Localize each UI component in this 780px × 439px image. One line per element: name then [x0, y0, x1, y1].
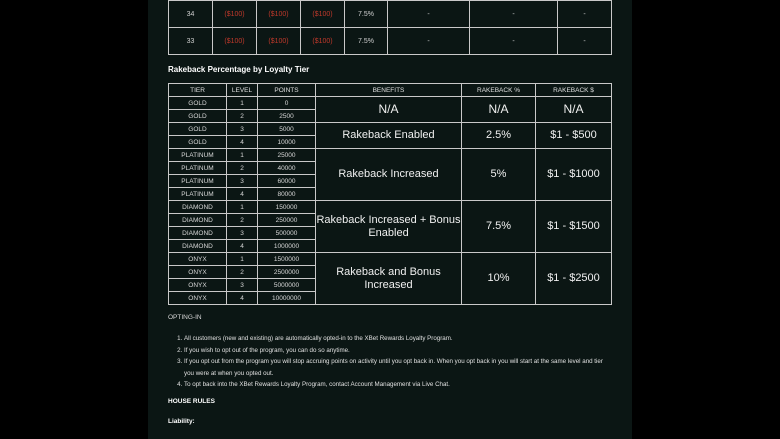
table-row: [169, 28, 612, 55]
level-cell: 3: [227, 227, 258, 240]
column-header-points: POINTS: [258, 84, 316, 97]
tier-cell: DIAMOND: [169, 214, 227, 227]
amount-cell: ($100): [257, 1, 301, 28]
points-cell: 0: [258, 97, 316, 110]
level-cell: 3: [227, 175, 258, 188]
level-cell: 4: [227, 240, 258, 253]
rakeback-amount-cell: $1 - $2500: [536, 253, 612, 305]
rakeback-pct-cell: 2.5%: [462, 123, 536, 149]
points-cell: 1000000: [258, 240, 316, 253]
tier-cell: ONYX: [169, 253, 227, 266]
amount-cell: ($100): [301, 28, 345, 55]
rakeback-table: [168, 83, 612, 305]
points-cell: 40000: [258, 162, 316, 175]
tier-cell: DIAMOND: [169, 227, 227, 240]
amount-cell: ($100): [213, 28, 257, 55]
rakeback-pct-cell: 10%: [462, 253, 536, 305]
tier-cell: PLATINUM: [169, 188, 227, 201]
dash-cell: -: [470, 28, 558, 55]
dash-cell: -: [558, 1, 612, 28]
rakeback-amount-cell: $1 - $1000: [536, 149, 612, 201]
tier-cell: GOLD: [169, 110, 227, 123]
list-item: 3. If you opt out from the program you will stop accruing points on activity until you opt back in. When you opt back in you will start at the same level and tier you were at when you opted out.: [184, 356, 614, 379]
level-cell: 2: [227, 110, 258, 123]
benefit-cell: Rakeback Increased + Bonus Enabled: [316, 201, 462, 253]
benefit-cell: N/A: [316, 97, 462, 123]
rakeback-pct-cell: N/A: [462, 97, 536, 123]
points-cell: 60000: [258, 175, 316, 188]
rakeback-amount-cell: $1 - $500: [536, 123, 612, 149]
benefit-cell: Rakeback and Bonus Increased: [316, 253, 462, 305]
amount-cell: ($100): [257, 28, 301, 55]
table-header-row: [169, 84, 612, 97]
level-cell: 33: [169, 28, 213, 55]
points-cell: 500000: [258, 227, 316, 240]
list-item: 2. If you wish to opt out of the program, you can do so anytime.: [184, 345, 614, 357]
payout-table-fragment: [168, 0, 612, 55]
tier-cell: GOLD: [169, 97, 227, 110]
column-header-tier: TIER: [169, 84, 227, 97]
dash-cell: -: [558, 28, 612, 55]
table-row: [169, 253, 612, 266]
tier-cell: ONYX: [169, 292, 227, 305]
opting-in-list: [168, 333, 614, 391]
tier-cell: PLATINUM: [169, 175, 227, 188]
amount-cell: ($100): [301, 1, 345, 28]
level-cell: 1: [227, 149, 258, 162]
house-rules-heading: HOUSE RULES: [168, 398, 215, 405]
rakeback-pct-cell: 5%: [462, 149, 536, 201]
content: [168, 0, 612, 425]
tier-cell: DIAMOND: [169, 201, 227, 214]
level-cell: 1: [227, 253, 258, 266]
level-cell: 2: [227, 162, 258, 175]
level-cell: 4: [227, 136, 258, 149]
level-cell: 34: [169, 1, 213, 28]
dash-cell: -: [388, 1, 470, 28]
tier-cell: DIAMOND: [169, 240, 227, 253]
level-cell: 1: [227, 97, 258, 110]
level-cell: 2: [227, 266, 258, 279]
column-header-benefits: BENEFITS: [316, 84, 462, 97]
tier-cell: GOLD: [169, 123, 227, 136]
rakeback-pct-cell: 7.5%: [462, 201, 536, 253]
points-cell: 10000000: [258, 292, 316, 305]
tier-cell: ONYX: [169, 279, 227, 292]
points-cell: 5000: [258, 123, 316, 136]
amount-cell: ($100): [213, 1, 257, 28]
dash-cell: -: [388, 28, 470, 55]
rakeback-amount-cell: $1 - $1500: [536, 201, 612, 253]
list-item: 1. All customers (new and existing) are automatically opted-in to the XBet Rewards Loyalty Program.: [184, 333, 614, 345]
points-cell: 25000: [258, 149, 316, 162]
table-row: [169, 97, 612, 110]
page-panel: [148, 0, 632, 439]
points-cell: 150000: [258, 201, 316, 214]
table-row: [169, 149, 612, 162]
benefit-cell: Rakeback Increased: [316, 149, 462, 201]
rakeback-amount-cell: N/A: [536, 97, 612, 123]
dash-cell: -: [470, 1, 558, 28]
table-row: [169, 201, 612, 214]
column-header-level: LEVEL: [227, 84, 258, 97]
points-cell: 2500: [258, 110, 316, 123]
tier-cell: PLATINUM: [169, 149, 227, 162]
level-cell: 2: [227, 214, 258, 227]
points-cell: 250000: [258, 214, 316, 227]
points-cell: 2500000: [258, 266, 316, 279]
column-header-rakeback-pct: RAKEBACK %: [462, 84, 536, 97]
list-item: 4. To opt back into the XBet Rewards Loyalty Program, contact Account Management via Live Chat.: [184, 379, 614, 391]
tier-cell: PLATINUM: [169, 162, 227, 175]
level-cell: 4: [227, 188, 258, 201]
tier-cell: GOLD: [169, 136, 227, 149]
benefit-cell: Rakeback Enabled: [316, 123, 462, 149]
rakeback-title: Rakeback Percentage by Loyalty Tier: [168, 65, 310, 74]
liability-heading: Liability:: [168, 418, 195, 425]
level-cell: 3: [227, 123, 258, 136]
level-cell: 1: [227, 201, 258, 214]
level-cell: 4: [227, 292, 258, 305]
tier-cell: ONYX: [169, 266, 227, 279]
table-row: [169, 123, 612, 136]
percent-cell: 7.5%: [345, 28, 388, 55]
points-cell: 5000000: [258, 279, 316, 292]
points-cell: 10000: [258, 136, 316, 149]
table-row: [169, 1, 612, 28]
percent-cell: 7.5%: [345, 1, 388, 28]
points-cell: 1500000: [258, 253, 316, 266]
opting-in-heading: OPTING-IN: [168, 314, 202, 321]
points-cell: 80000: [258, 188, 316, 201]
level-cell: 3: [227, 279, 258, 292]
column-header-rakeback-amount: RAKEBACK $: [536, 84, 612, 97]
